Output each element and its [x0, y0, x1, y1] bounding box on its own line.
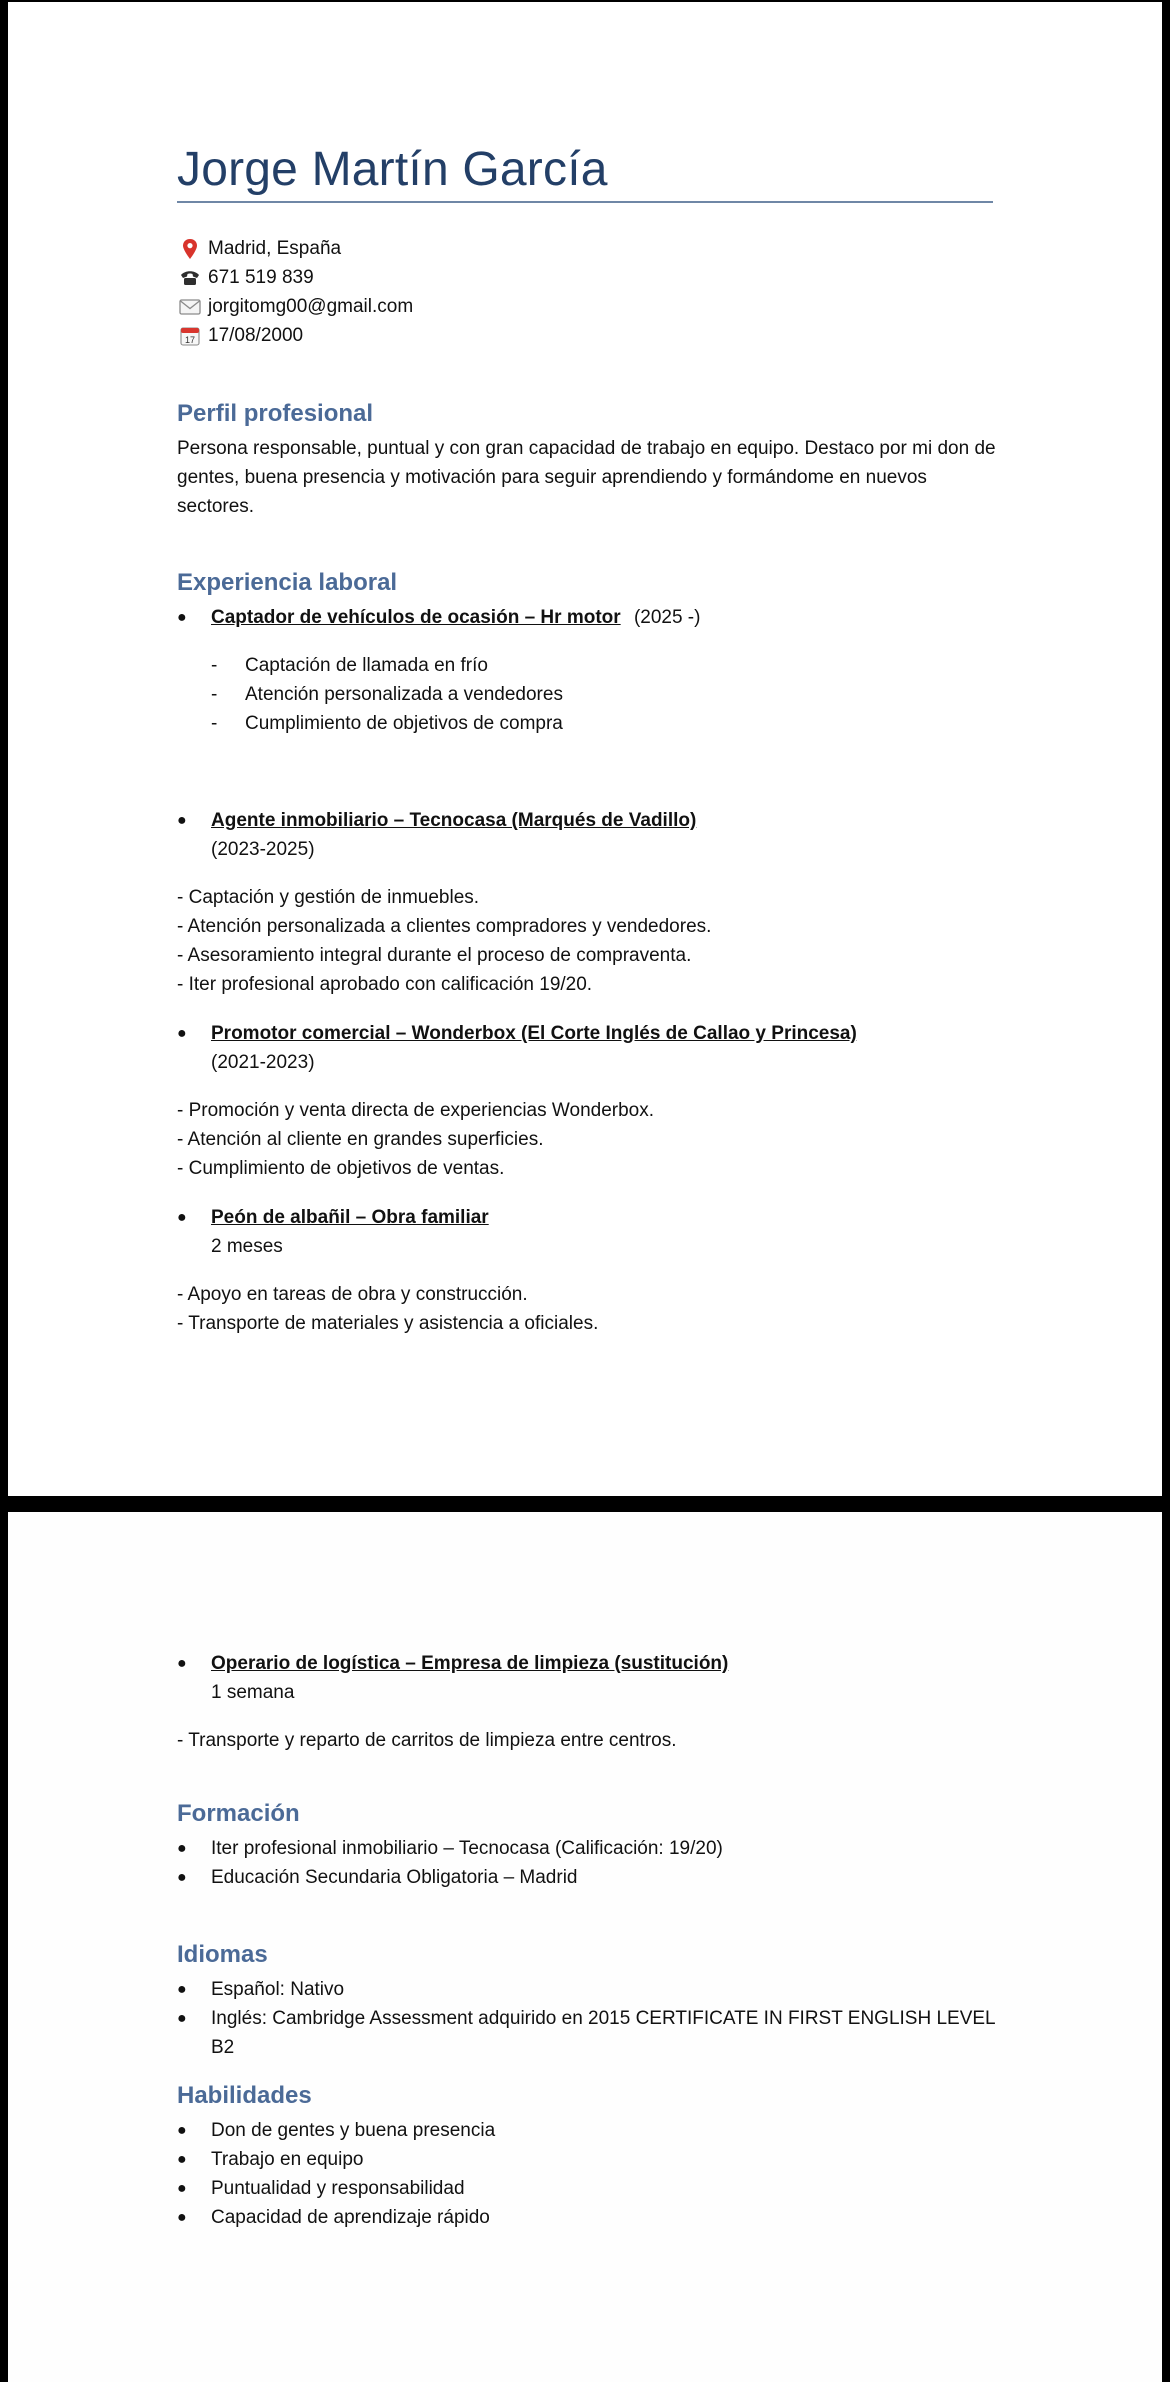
job-period: 1 semana — [211, 1682, 295, 1703]
bullet-icon: ● — [177, 1655, 187, 1672]
job-title: Agente inmobiliario – Tecnocasa (Marqués de Vadillo) — [211, 810, 697, 831]
job-entry — [177, 1649, 1000, 1755]
job-entry — [177, 1203, 1000, 1338]
job-title: Peón de albañil – Obra familiar — [211, 1207, 489, 1228]
job-entry — [177, 806, 1000, 999]
candidate-name: Jorge Martín García — [177, 143, 608, 196]
contact-phone — [177, 263, 413, 292]
education-list — [177, 1834, 1000, 1892]
list-item: - Transporte y reparto de carritos de limpieza entre centros. — [177, 1730, 677, 1751]
bullet-icon: ● — [177, 609, 187, 626]
job-title: Operario de logística – Empresa de limpieza (sustitución) — [211, 1653, 729, 1674]
list-item: - Transporte de materiales y asistencia a oficiales. — [177, 1313, 599, 1334]
list-item: ● Español: Nativo — [177, 1975, 1000, 2004]
document-page-2 — [8, 1512, 1162, 2382]
job-title: Captador de vehículos de ocasión – Hr motor — [211, 607, 621, 628]
bullet-icon: ● — [177, 1840, 187, 1857]
profile-text: Persona responsable, puntual y con gran capacidad de trabajo en equipo. Destaco por mi don de gentes, buena presencia y motivación para seguir aprendiendo y formándome en nuevos sectores. — [177, 438, 996, 517]
contact-birthdate-text: 17/08/2000 — [208, 325, 304, 346]
profile-heading: Perfil profesional — [177, 400, 374, 427]
svg-text:17: 17 — [184, 334, 196, 345]
bullet-icon: ● — [177, 2151, 187, 2168]
list-item: - Cumplimiento de objetivos de compra — [211, 713, 563, 734]
list-item: - Atención personalizada a vendedores — [211, 684, 563, 705]
list-item: - Atención al cliente en grandes superficies. — [177, 1129, 544, 1150]
job-tasks — [177, 1726, 1000, 1755]
list-item: - Iter profesional aprobado con calificación 19/20. — [177, 974, 593, 995]
job-period: (2021-2023) — [211, 1052, 315, 1073]
job-subitems — [177, 651, 1000, 738]
job-tasks — [177, 1280, 1000, 1338]
bullet-icon: ● — [177, 1209, 187, 1226]
list-item: - Captación de llamada en frío — [211, 655, 488, 676]
pin-icon — [177, 237, 203, 261]
list-item: ● Educación Secundaria Obligatoria – Madrid — [177, 1863, 1000, 1892]
skills-heading: Habilidades — [177, 2082, 312, 2109]
list-item: ● Trabajo en equipo — [177, 2145, 1000, 2174]
list-item: - Captación y gestión de inmuebles. — [177, 887, 480, 908]
list-item: - Cumplimiento de objetivos de ventas. — [177, 1158, 505, 1179]
bullet-icon: ● — [177, 1981, 187, 1998]
list-item: ● Capacidad de aprendizaje rápido — [177, 2203, 1000, 2232]
list-item: ● Inglés: Cambridge Assessment adquirido en 2015 CERTIFICATE IN FIRST ENGLISH LEVEL B2 — [177, 2004, 1000, 2033]
contact-email-text: jorgitomg00@gmail.com — [208, 296, 414, 317]
list-item: ● Don de gentes y buena presencia — [177, 2116, 1000, 2145]
job-entry — [177, 1019, 1000, 1183]
list-item: ● Iter profesional inmobiliario – Tecnocasa (Calificación: 19/20) — [177, 1834, 1000, 1863]
contact-location-text: Madrid, España — [208, 238, 342, 259]
envelope-icon — [177, 295, 203, 319]
list-item: - Apoyo en tareas de obra y construcción. — [177, 1284, 528, 1305]
job-period: (2025 -) — [633, 607, 701, 628]
list-item: ● Puntualidad y responsabilidad — [177, 2174, 1000, 2203]
list-item: - Promoción y venta directa de experiencias Wonderbox. — [177, 1100, 655, 1121]
contact-email — [177, 292, 413, 321]
job-period: (2023-2025) — [211, 839, 315, 860]
contact-info — [177, 234, 413, 350]
bullet-icon: ● — [177, 1025, 187, 1042]
education-heading: Formación — [177, 1800, 300, 1827]
title-divider — [177, 201, 993, 203]
experience-heading: Experiencia laboral — [177, 569, 398, 596]
bullet-icon: ● — [177, 2209, 187, 2226]
job-period: 2 meses — [211, 1236, 283, 1257]
languages-heading: Idiomas — [177, 1941, 268, 1968]
document-page-1 — [8, 2, 1162, 1496]
job-title: Promotor comercial – Wonderbox (El Corte Inglés de Callao y Princesa) — [211, 1023, 857, 1044]
list-item: - Asesoramiento integral durante el proceso de compraventa. — [177, 945, 692, 966]
list-item: - Atención personalizada a clientes compradores y vendedores. — [177, 916, 712, 937]
bullet-icon: ● — [177, 2180, 187, 2197]
skills-list — [177, 2116, 1000, 2232]
contact-birthdate — [177, 321, 413, 350]
bullet-icon: ● — [177, 812, 187, 829]
job-tasks — [177, 1096, 1000, 1183]
bullet-icon: ● — [177, 2122, 187, 2139]
contact-location — [177, 234, 413, 263]
bullet-icon: ● — [177, 2010, 187, 2027]
phone-icon — [177, 266, 203, 290]
contact-phone-text: 671 519 839 — [208, 267, 314, 288]
bullet-icon: ● — [177, 1869, 187, 1886]
calendar-icon — [177, 324, 203, 348]
job-tasks — [177, 883, 1000, 999]
languages-list — [177, 1975, 1000, 2058]
job-entry — [177, 603, 1000, 738]
